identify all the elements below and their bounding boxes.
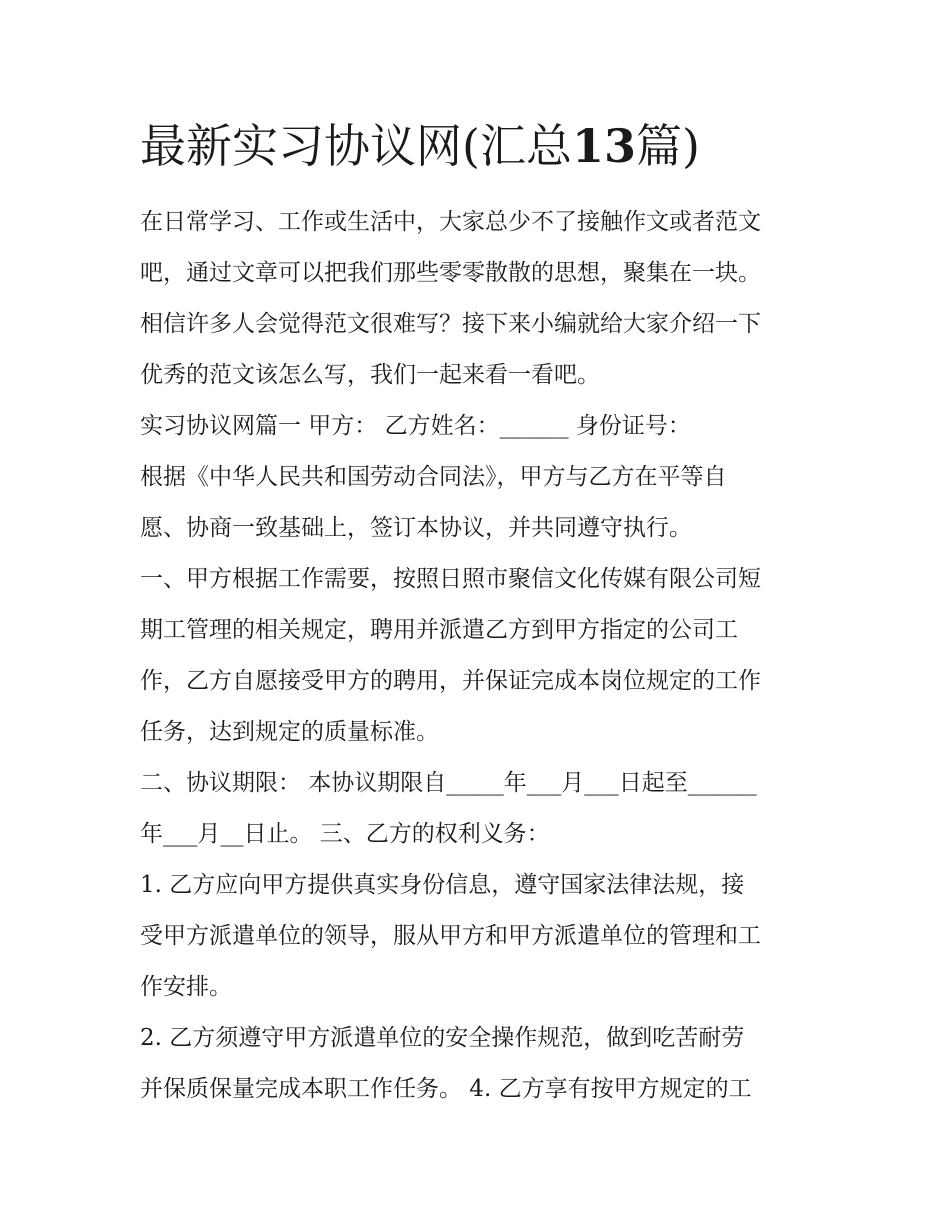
- body-line: 期工管理的相关规定，聘用并派遣乙方到甲方指定的公司工: [140, 617, 738, 643]
- body-line: 年___月__日止。 三、乙方的权利义务：: [140, 821, 550, 847]
- body-line: 愿、协商一致基础上，签订本协议，并共同遵守执行。: [140, 515, 692, 541]
- body-line: 作，乙方自愿接受甲方的聘用，并保证完成本岗位规定的工作: [140, 668, 761, 694]
- body-line: 根据《中华人民共和国劳动合同法》，甲方与乙方在平等自: [140, 464, 727, 490]
- body-line: 作安排。: [140, 974, 232, 1000]
- document-title: 最新实习协议网(汇总13篇): [140, 119, 700, 173]
- body-line: 吧，通过文章可以把我们那些零零散散的思想，聚集在一块。: [140, 260, 761, 286]
- body-line: 2. 乙方须遵守甲方派遣单位的安全操作规范，做到吃苦耐劳: [140, 1025, 745, 1051]
- body-line: 在日常学习、工作或生活中，大家总少不了接触作文或者范文: [140, 209, 761, 235]
- body-line: 受甲方派遣单位的领导，服从甲方和甲方派遣单位的管理和工: [140, 923, 761, 949]
- body-line: 一、甲方根据工作需要，按照日照市聚信文化传媒有限公司短: [140, 566, 761, 592]
- body-line: 优秀的范文该怎么写，我们一起来看一看吧。: [140, 362, 600, 388]
- body-line: 相信许多人会觉得范文很难写？接下来小编就给大家介绍一下: [140, 311, 761, 337]
- body-line: 1. 乙方应向甲方提供真实身份信息，遵守国家法律法规，接: [140, 872, 745, 898]
- body-line: 任务，达到规定的质量标准。: [140, 719, 439, 745]
- body-line: 二、协议期限： 本协议期限自_____年___月___日起至______: [140, 770, 757, 796]
- body-line: 实习协议网篇一 甲方： 乙方姓名：______ 身份证号：: [140, 413, 691, 439]
- body-line: 并保质保量完成本职工作任务。 4. 乙方享有按甲方规定的工: [140, 1076, 752, 1102]
